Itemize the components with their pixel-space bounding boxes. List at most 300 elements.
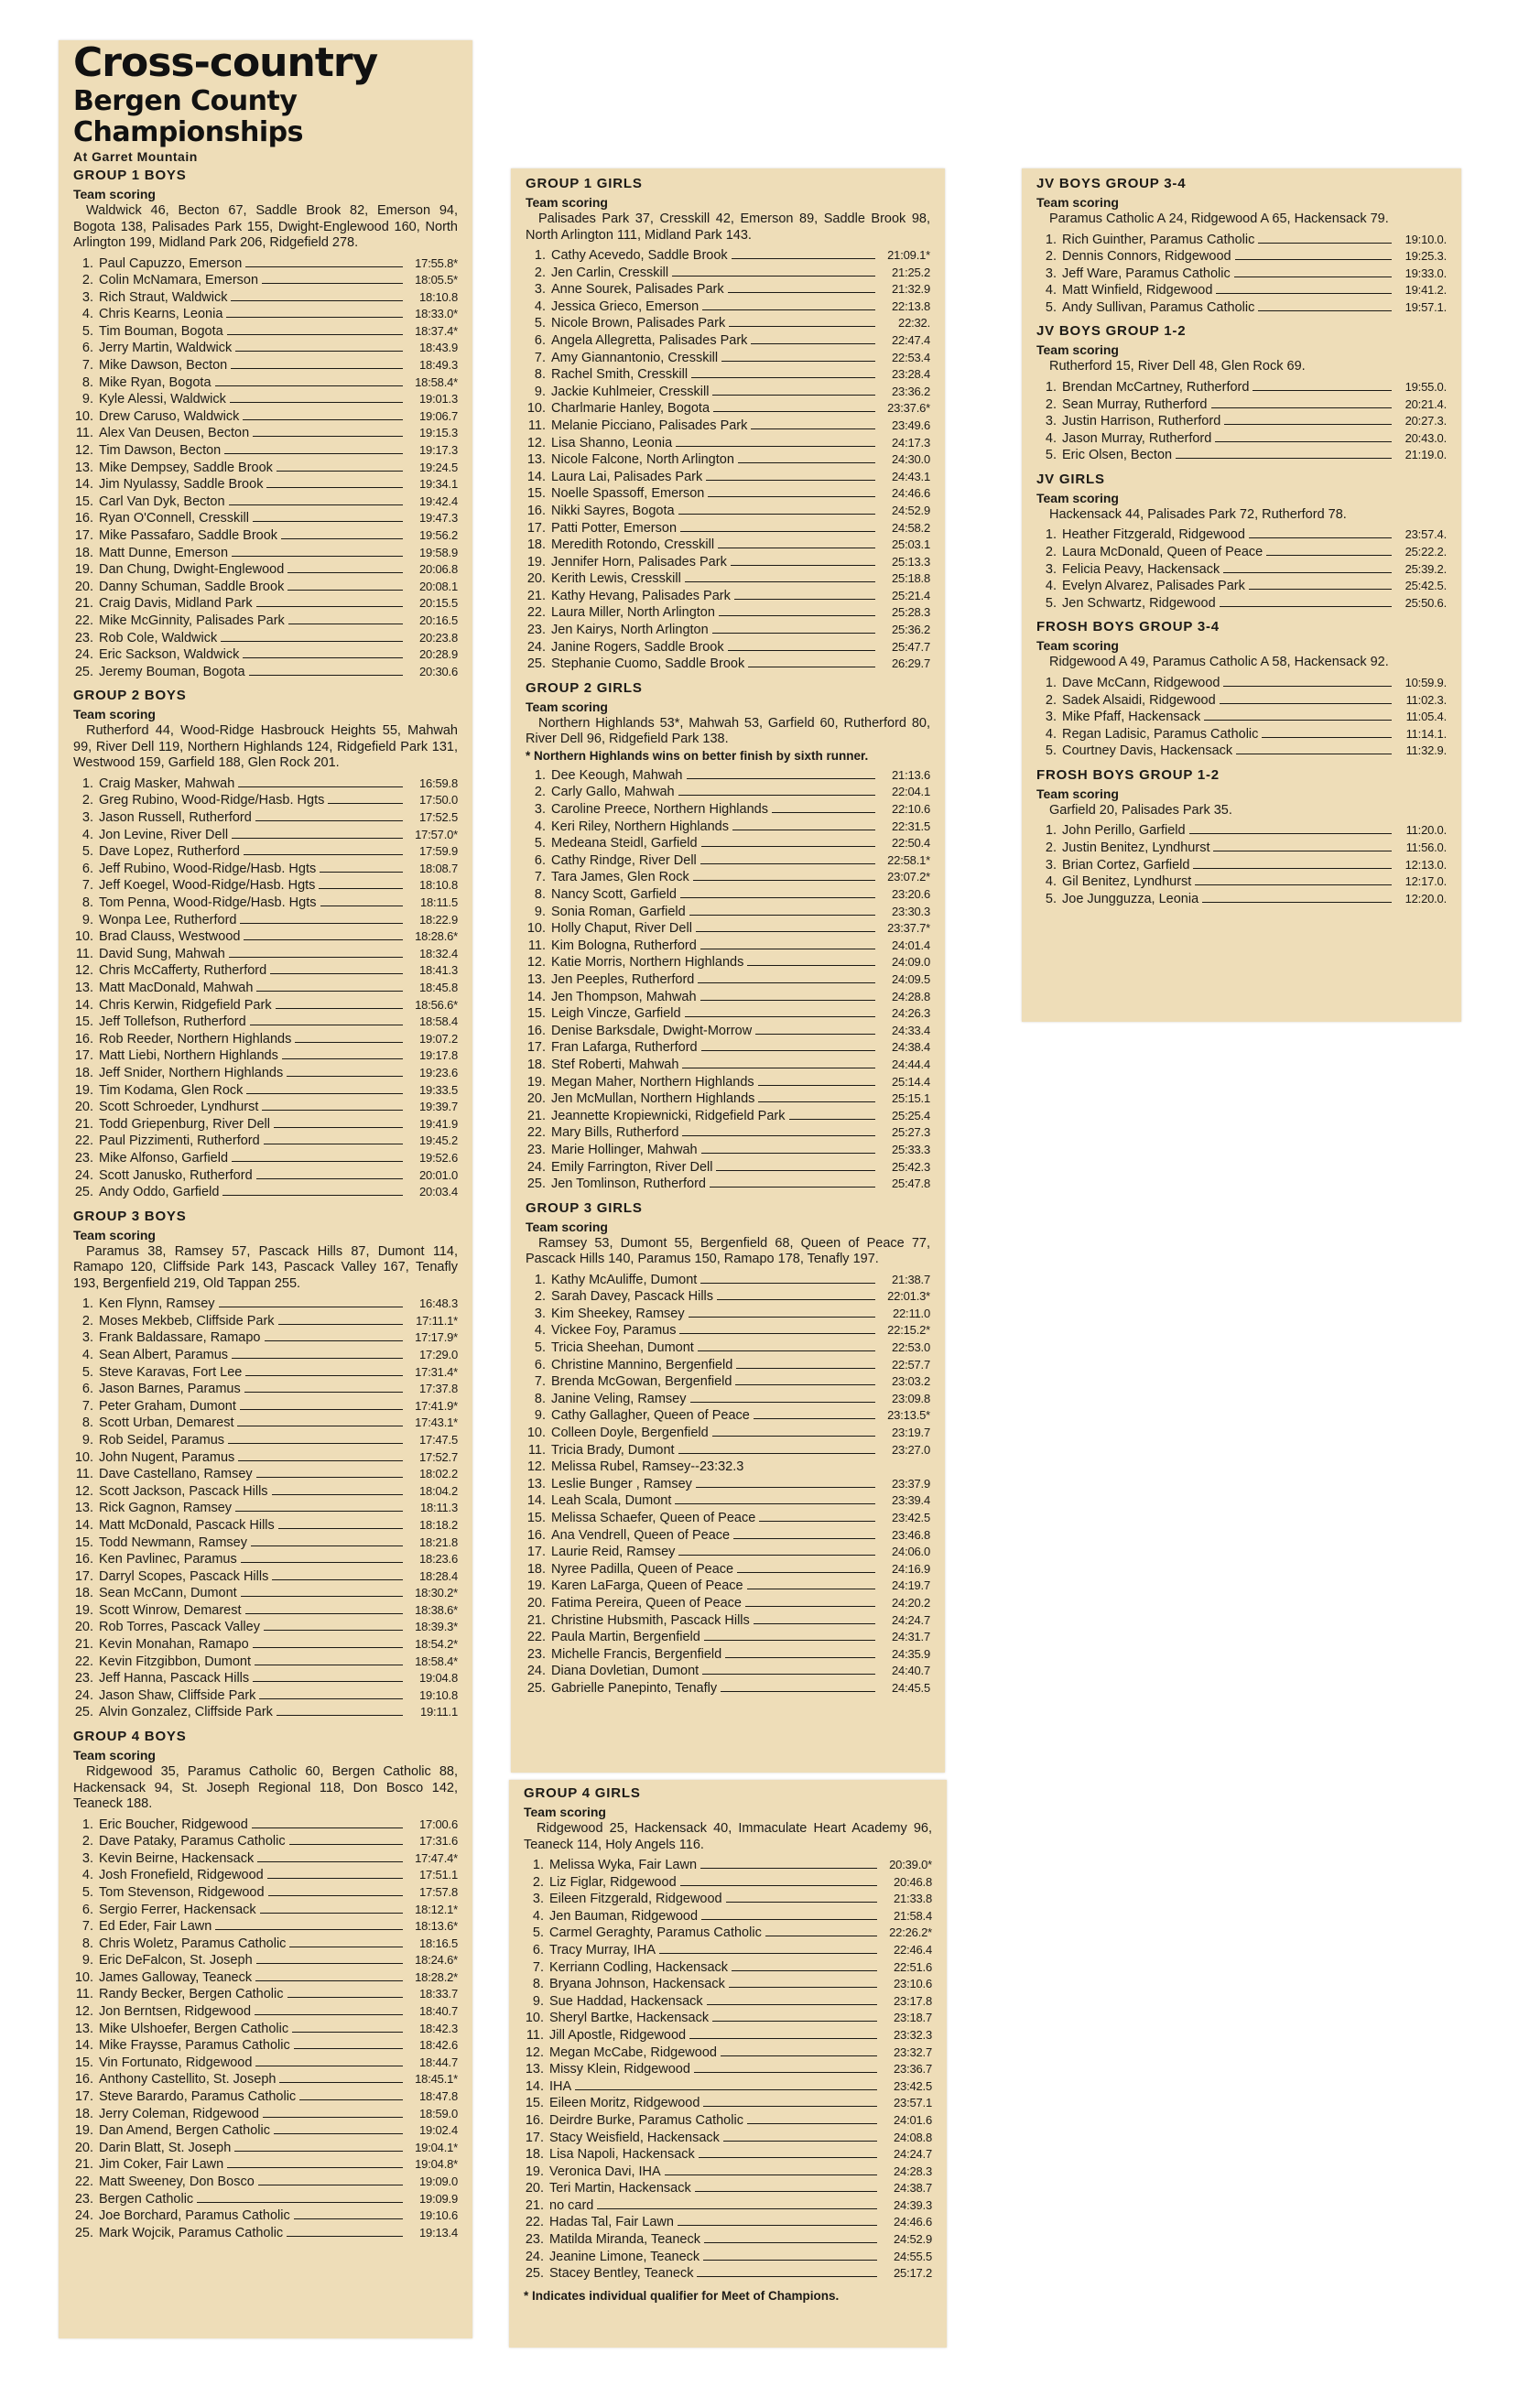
result-row	[524, 2112, 932, 2130]
runner-name: Wonpa Lee, Rutherford	[99, 912, 237, 927]
result-row	[1036, 709, 1447, 726]
leader-line	[717, 1299, 875, 1300]
runner-name: Caroline Preece, Northern Highlands	[551, 802, 768, 818]
leader-line	[244, 854, 403, 855]
place-number: 1.	[534, 248, 546, 263]
finish-time: 23:30.3	[892, 904, 930, 918]
result-row	[1036, 873, 1447, 891]
result-row	[73, 579, 458, 596]
result-row	[526, 520, 930, 537]
finish-time: 25:50.6.	[1404, 595, 1447, 610]
leader-line	[256, 991, 403, 992]
finish-time: 19:10.8	[419, 1687, 458, 1702]
leader-line	[256, 1477, 403, 1478]
runner-name: Rich Straut, Waldwick	[99, 289, 228, 305]
finish-time: 17:17.9*	[415, 1330, 458, 1345]
leader-line	[255, 2014, 403, 2015]
leader-line	[287, 1997, 404, 1998]
place-number: 4.	[81, 1868, 93, 1883]
place-number: 15.	[74, 2055, 93, 2070]
leader-line	[685, 1016, 875, 1017]
place-number: 25.	[526, 1680, 546, 1696]
result-row	[526, 1425, 930, 1442]
group-heading: GROUP 2 BOYS	[73, 688, 187, 704]
runner-name: Mike Ulshoefer, Bergen Catholic	[99, 2021, 289, 2036]
result-row	[73, 1585, 458, 1602]
result-row	[73, 2225, 458, 2242]
place-number: 20.	[526, 571, 546, 587]
runner-name: Jerry Coleman, Ridgewood	[99, 2106, 259, 2121]
result-row	[526, 639, 930, 656]
place-number: 6.	[81, 341, 93, 356]
finish-time: 18:58.4	[419, 1014, 458, 1029]
finish-time: 19:34.1	[419, 477, 458, 492]
place-number: 13.	[74, 2021, 93, 2036]
leader-line	[721, 2055, 877, 2056]
result-row	[526, 1339, 930, 1357]
team-scores: Paramus Catholic A 24, Ridgewood A 65, Hackensack 79.	[1049, 211, 1389, 226]
result-row	[73, 1364, 458, 1382]
runner-name: Regan Ladisic, Paramus Catholic	[1062, 726, 1259, 742]
result-row	[526, 904, 930, 921]
place-number: 3.	[534, 282, 546, 298]
result-row	[524, 1857, 932, 1874]
leader-line	[1223, 572, 1392, 573]
runner-name: Tracy Murray, IHA	[549, 1942, 656, 1958]
finish-time: 22:13.8	[892, 298, 930, 313]
leader-line	[695, 2191, 877, 2192]
leader-line	[704, 2242, 877, 2243]
place-number: 20.	[526, 1595, 546, 1611]
runner-name: Scott Winrow, Demarest	[99, 1602, 242, 1618]
result-row	[526, 298, 930, 316]
finish-time: 23:36.2	[892, 384, 930, 398]
place-number: 8.	[81, 1415, 93, 1431]
leader-line	[245, 1613, 403, 1614]
team-scores: Northern Highlands 53*, Mahwah 53, Garfield 60, Rutherford 80, River Dell 96, Ridgefield Park 138.	[526, 715, 930, 747]
runner-name: Greg Rubino, Wood-Ridge/Hasb. Hgts	[99, 793, 325, 808]
place-number: 11.	[527, 418, 546, 433]
finish-time: 24:30.0	[892, 452, 930, 467]
finish-time: 22:53.0	[892, 1340, 930, 1355]
leader-line	[268, 1895, 403, 1896]
runner-name: Jason Murray, Rutherford	[1062, 430, 1212, 446]
result-row	[526, 835, 930, 852]
group-heading: FROSH BOYS GROUP 3-4	[1036, 619, 1220, 635]
place-number: 3.	[81, 289, 93, 305]
finish-time: 18:24.6*	[415, 1953, 458, 1968]
leader-line	[253, 521, 403, 522]
result-row	[73, 493, 458, 511]
runner-name: Christine Hubsmith, Pascack Hills	[551, 1612, 750, 1628]
leader-line	[287, 1076, 403, 1077]
runner-name: Gabrielle Panepinto, Tenafly	[551, 1680, 718, 1696]
runner-name: Matt Liebi, Northern Highlands	[99, 1048, 278, 1064]
results-list	[1036, 232, 1447, 317]
runner-name: Jen Tomlinson, Rutherford	[551, 1177, 706, 1192]
result-row	[73, 1347, 458, 1364]
runner-name: Jeanine Limone, Teaneck	[549, 2249, 700, 2264]
finish-time: 22:51.6	[894, 1959, 932, 1974]
leader-line	[712, 633, 875, 634]
place-number: 6.	[534, 852, 546, 868]
column-2-lower-sections	[524, 1784, 932, 2288]
leader-line	[1220, 703, 1392, 704]
runner-name: Nancy Scott, Garfield	[551, 887, 677, 902]
result-row	[73, 595, 458, 613]
results-list	[73, 1296, 458, 1721]
place-number: 24.	[74, 647, 93, 663]
place-number: 16.	[74, 511, 93, 526]
result-row	[526, 1578, 930, 1595]
runner-name: Jackie Kuhlmeier, Cresskill	[551, 384, 710, 399]
runner-name: Stacey Bentley, Teaneck	[549, 2266, 694, 2282]
runner-name: Rich Guinther, Paramus Catholic	[1062, 232, 1255, 247]
result-row	[526, 554, 930, 571]
leader-line	[696, 931, 875, 932]
place-number: 14.	[526, 989, 546, 1004]
finish-time: 20:21.4.	[1404, 396, 1447, 411]
place-number: 4.	[534, 819, 546, 834]
result-row	[73, 1133, 458, 1150]
finish-time: 24:24.7	[892, 1612, 930, 1627]
result-row	[526, 1680, 930, 1697]
result-row	[526, 852, 930, 870]
leader-line	[278, 1324, 403, 1325]
finish-time: 18:44.7	[419, 2055, 458, 2069]
finish-time: 18:40.7	[419, 2004, 458, 2019]
finish-time: 11:02.3.	[1405, 692, 1447, 707]
runner-name: Kyle Alessi, Waldwick	[99, 392, 226, 407]
runner-name: Mike Passafaro, Saddle Brook	[99, 528, 278, 543]
leader-line	[694, 2072, 877, 2073]
place-number: 17.	[74, 2089, 93, 2105]
place-number: 2.	[534, 1289, 546, 1305]
place-number: 15.	[525, 2096, 544, 2111]
leader-line	[235, 351, 403, 352]
finish-time: 22:15.2*	[887, 1323, 930, 1338]
team-scoring-label: Team scoring	[1036, 195, 1119, 210]
result-row	[73, 357, 458, 374]
finish-time: 25:36.2	[892, 623, 930, 637]
runner-name: Evelyn Alvarez, Palisades Park	[1062, 579, 1245, 594]
finish-time: 23:13.5*	[887, 1408, 930, 1423]
leader-line	[228, 1443, 403, 1444]
finish-time: 23:07.2*	[887, 870, 930, 884]
result-row	[524, 2231, 932, 2249]
runner-name: Vin Fortunato, Ridgewood	[99, 2055, 253, 2070]
leader-line	[691, 377, 875, 378]
runner-name: Sheryl Bartke, Hackensack	[549, 2011, 710, 2026]
finish-time: 18:58.4*	[415, 1654, 458, 1668]
place-number: 5.	[534, 316, 546, 331]
runner-name: Tricia Brady, Dumont	[551, 1442, 675, 1458]
runner-name: Matt MacDonald, Mahwah	[99, 980, 254, 995]
runner-name: Nicole Falcone, North Arlington	[551, 452, 734, 468]
team-scores: Waldwick 46, Becton 67, Saddle Brook 82, Emerson 94, Bogota 138, Palisades Park 155, Dwight-Englewood 160, North Arlington 199, Midland Park 206, Ridgefield 278.	[73, 203, 458, 250]
runner-name: Joe Borchard, Paramus Catholic	[99, 2208, 290, 2224]
finish-time: 19:55.0.	[1404, 379, 1447, 394]
result-row	[73, 1150, 458, 1167]
finish-time: 19:52.6	[419, 1150, 458, 1165]
leader-line	[231, 300, 403, 301]
leader-line	[723, 2141, 877, 2142]
place-number: 4.	[81, 827, 93, 842]
subheadline: Bergen County Championships	[73, 85, 303, 148]
leader-line	[701, 1919, 877, 1920]
finish-time: 21:13.6	[892, 767, 930, 782]
place-number: 12.	[74, 2004, 93, 2020]
leader-line	[277, 1715, 403, 1716]
result-row	[526, 469, 930, 486]
finish-time: 24:55.5	[894, 2249, 932, 2263]
runner-name: Justin Benitez, Lyndhurst	[1062, 840, 1210, 855]
finish-time: 24:39.3	[894, 2197, 932, 2212]
leader-line	[1249, 537, 1392, 538]
leader-line	[1202, 902, 1392, 903]
runner-name: Andy Oddo, Garfield	[99, 1185, 220, 1200]
section-jv-girls	[1036, 470, 1447, 617]
finish-time: 19:04.8	[419, 1671, 458, 1686]
runner-name: Liz Figlar, Ridgewood	[549, 1874, 677, 1890]
finish-time: 23:39.4	[892, 1493, 930, 1508]
result-row	[73, 895, 458, 912]
runner-name: Janine Veling, Ramsey	[551, 1391, 687, 1406]
result-row	[73, 2003, 458, 2021]
result-row	[524, 1959, 932, 1977]
runner-name: Colleen Doyle, Bergenfield	[551, 1426, 709, 1441]
finish-time: 22:46.4	[894, 1942, 932, 1957]
place-number: 21.	[74, 1116, 93, 1132]
runner-name: Eileen Fitzgerald, Ridgewood	[549, 1892, 722, 1907]
result-row	[73, 646, 458, 664]
runner-name: Fran Lafarga, Rutherford	[551, 1040, 698, 1056]
place-number: 1.	[1045, 232, 1057, 247]
finish-time: 23:37.9	[892, 1476, 930, 1491]
finish-time: 19:10.0.	[1404, 232, 1447, 246]
result-row	[526, 920, 930, 938]
leader-line	[703, 2106, 877, 2107]
team-scoring-label: Team scoring	[1036, 490, 1119, 505]
result-row	[526, 247, 930, 265]
leader-line	[267, 1878, 403, 1879]
finish-time: 18:11.3	[419, 1501, 458, 1515]
leader-line	[295, 1042, 403, 1043]
leader-line	[738, 462, 875, 463]
result-row	[524, 2027, 932, 2044]
result-row	[526, 1306, 930, 1323]
place-number: 14.	[526, 469, 546, 484]
finish-time: 18:58.4*	[415, 374, 458, 389]
runner-name: Emily Farrington, River Dell	[551, 1159, 713, 1175]
runner-name: Todd Newmann, Ramsey	[99, 1535, 247, 1550]
finish-time: 25:03.1	[892, 537, 930, 552]
leader-line	[287, 572, 403, 573]
clipping-column-2-lower	[509, 1780, 947, 2348]
runner-name: Sean Albert, Paramus	[99, 1347, 229, 1362]
result-row	[73, 2140, 458, 2157]
leader-line	[729, 326, 875, 327]
finish-time: 22:11.0	[892, 1306, 930, 1320]
finish-time: 19:33.5	[419, 1082, 458, 1097]
result-row	[73, 408, 458, 426]
result-row	[73, 861, 458, 878]
place-number: 18.	[74, 545, 93, 560]
runner-name: Rob Cole, Waldwick	[99, 630, 218, 645]
place-number: 9.	[534, 1408, 546, 1424]
finish-time: 17:29.0	[419, 1347, 458, 1361]
runner-name: Scott Schroeder, Lyndhurst	[99, 1100, 259, 1115]
finish-time: 18:28.4	[419, 1568, 458, 1583]
place-number: 3.	[1045, 561, 1057, 577]
finish-time: 26:29.7	[892, 656, 930, 671]
runner-name: Amy Giannantonio, Cresskill	[551, 350, 719, 365]
leader-line	[226, 317, 403, 318]
leader-line	[754, 1418, 875, 1419]
runner-name: Christine Mannino, Bergenfield	[551, 1357, 733, 1372]
section-group-4-girls	[524, 1784, 932, 2288]
finish-time: 24:52.9	[894, 2232, 932, 2247]
finish-time: 18:21.8	[419, 1535, 458, 1549]
finish-time: 17:31.6	[419, 1834, 458, 1849]
place-number: 10.	[74, 1969, 93, 1985]
result-row	[526, 971, 930, 989]
finish-time: 24:52.9	[892, 503, 930, 517]
finish-time: 18:28.6*	[415, 929, 458, 944]
finish-time: 20:27.3.	[1404, 414, 1447, 428]
runner-name: Gil Benitez, Lyndhurst	[1062, 874, 1192, 890]
leader-line	[1211, 407, 1393, 408]
place-number: 17.	[74, 528, 93, 543]
result-row	[73, 1619, 458, 1636]
place-number: 13.	[74, 980, 93, 995]
result-row	[526, 1442, 930, 1459]
place-number: 4.	[534, 298, 546, 314]
leader-line	[270, 973, 403, 974]
leader-line	[704, 1640, 875, 1641]
finish-time: 18:45.8	[419, 980, 458, 994]
runner-name: Noelle Spassoff, Emerson	[551, 486, 705, 502]
place-number: 1.	[81, 255, 93, 271]
runner-name: Lisa Shanno, Leonia	[551, 435, 673, 450]
finish-time: 19:11.1	[419, 1705, 458, 1719]
team-scoring-label: Team scoring	[524, 1805, 606, 1819]
runner-name: Ken Flynn, Ramsey	[99, 1296, 215, 1312]
runner-name: Tara James, Glen Rock	[551, 870, 689, 885]
finish-time: 24:43.1	[892, 469, 930, 483]
place-number: 11.	[526, 2027, 544, 2043]
finish-time: 20:46.8	[894, 1874, 932, 1889]
place-number: 16.	[526, 503, 546, 518]
team-scoring-label: Team scoring	[73, 187, 156, 201]
finish-time: 19:58.9	[419, 545, 458, 559]
place-number: 3.	[534, 1306, 546, 1321]
leader-line	[240, 1409, 403, 1410]
finish-time: 19:41.2.	[1404, 283, 1447, 298]
place-number: 4.	[1045, 579, 1057, 594]
runner-name: Melanie Picciano, Palisades Park	[551, 418, 748, 433]
runner-name: Stephanie Cuomo, Saddle Brook	[551, 656, 745, 672]
place-number: 15.	[74, 1014, 93, 1030]
result-row	[1036, 595, 1447, 613]
result-row	[1036, 544, 1447, 561]
finish-time: 22:10.6	[892, 802, 930, 817]
finish-time: 19:41.9	[419, 1116, 458, 1131]
place-number: 10.	[526, 1426, 546, 1441]
finish-time: 24:31.7	[892, 1630, 930, 1644]
runner-name: Leigh Vincze, Garfield	[551, 1006, 681, 1022]
place-number: 12.	[526, 955, 546, 971]
finish-time: 18:49.3	[419, 358, 458, 373]
result-row	[73, 1517, 458, 1535]
finish-time: 11:32.9.	[1405, 743, 1447, 758]
result-row	[526, 1492, 930, 1510]
runner-name: Mike Frayssе, Paramus Catholic	[99, 2038, 290, 2054]
runner-name: Keri Riley, Northern Highlands	[551, 819, 729, 834]
leader-line	[241, 1596, 403, 1597]
result-row	[524, 1908, 932, 1925]
finish-time: 18:28.2*	[415, 1969, 458, 1984]
runner-name: Sean McCann, Dumont	[99, 1586, 237, 1601]
result-row	[73, 1167, 458, 1185]
group-heading: JV BOYS GROUP 1-2	[1036, 323, 1187, 340]
leader-line	[700, 1000, 875, 1001]
finish-time: 25:21.4	[892, 588, 930, 602]
place-number: 3.	[1045, 710, 1057, 725]
finish-time: 24:26.3	[892, 1006, 930, 1021]
finish-time: 17:47.4*	[415, 1850, 458, 1865]
finish-time: 24:20.2	[892, 1595, 930, 1610]
place-number: 18.	[74, 2106, 93, 2121]
place-number: 16.	[74, 1031, 93, 1047]
place-number: 22.	[74, 1133, 93, 1149]
place-number: 19.	[74, 1082, 93, 1098]
place-number: 5.	[1045, 891, 1057, 906]
finish-time: 25:22.2.	[1404, 545, 1447, 559]
leader-line	[710, 1187, 875, 1188]
results-list	[526, 247, 930, 673]
runner-name: Missy Klein, Ridgewood	[549, 2062, 690, 2077]
runner-name: Dee Keough, Mahwah	[551, 767, 683, 783]
finish-time: 20:30.6	[419, 664, 458, 678]
result-row	[73, 1636, 458, 1654]
leader-line	[1223, 686, 1392, 687]
finish-time: 21:58.4	[894, 1908, 932, 1923]
result-row	[73, 1381, 458, 1398]
result-row	[526, 1561, 930, 1578]
place-number: 12.	[525, 2044, 544, 2060]
leader-line	[253, 1647, 403, 1648]
leader-line	[243, 657, 403, 658]
finish-time: 18:43.9	[419, 341, 458, 355]
place-number: 21.	[526, 1108, 546, 1123]
result-row	[73, 442, 458, 460]
result-row	[526, 767, 930, 785]
leader-line	[256, 1178, 403, 1179]
runner-name: Bryana Johnson, Hackensack	[549, 1977, 725, 1992]
result-row	[73, 2106, 458, 2123]
place-number: 12.	[74, 443, 93, 459]
finish-time: 17:37.8	[419, 1382, 458, 1396]
finish-time: 18:22.9	[419, 912, 458, 927]
finish-time: 12:20.0.	[1404, 891, 1447, 906]
runner-name: Mike Pfaff, Hackensack	[1062, 710, 1201, 725]
runner-name: Charlmarie Hanley, Bogota	[551, 401, 710, 417]
finish-time: 24:06.0	[892, 1545, 930, 1559]
leader-line	[672, 276, 875, 277]
leader-line	[299, 2099, 403, 2100]
runner-name: Chris Kearns, Leonia	[99, 307, 223, 322]
